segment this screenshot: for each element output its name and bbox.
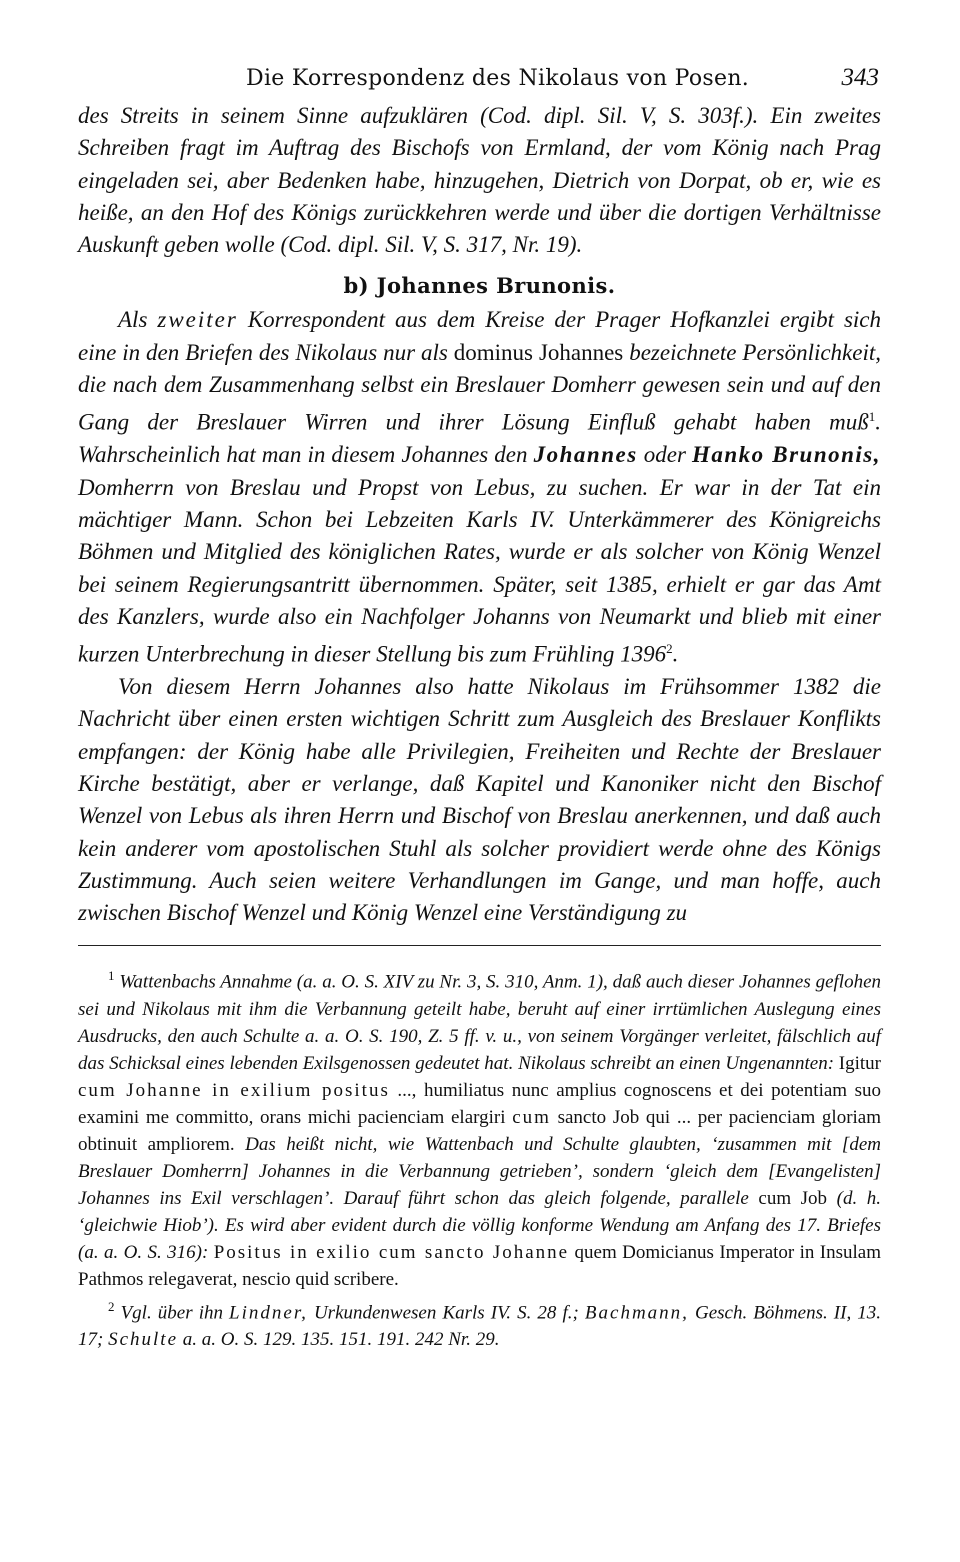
running-title: Die Korrespondenz des Nikolaus von Posen. (246, 66, 750, 91)
latin-quote: cum Job (758, 1187, 828, 1209)
latin-quote: ..., humiliatus nunc amplius cognoscens et dei potentiam suo examini me committo, orans michi pacienciam elargiri (78, 1079, 881, 1128)
text-run: (d. h. ‘gleichwie Hiob’). Es wird aber evident durch die völlig konforme Wendung am Anfang des 17. Briefes (a. a. O. S. 316): (78, 1187, 882, 1263)
text-run: a. a. O. S. 129. 135. 151. 191. 242 Nr. 29. (182, 1329, 500, 1351)
text-run: . (672, 641, 679, 667)
paragraph-johannes-intro (78, 304, 881, 671)
footnote-number: 2 (108, 1298, 115, 1314)
text-run: Als (118, 307, 148, 333)
latin-quote: sancto Job qui ... per pacienciam gloriam obtinuit ampliorem. (78, 1106, 882, 1155)
text-run: oder (643, 442, 686, 468)
text-run: Wattenbachs Annahme (a. a. O. S. XIV zu Nr. 3, S. 310, Anm. 1), daß auch dieser Johannes geflohen sei und Nikolaus mit ihm die Verbannung geteilt habe, beruht auf einer irrtümlichen Auslegung eines Ausdrucks, den auch Schulte a. a. O. S. 190, Z. 5 ff. v. u., von seinem Vorgänger verleitet, fälschlich auf das Schicksal eines lebenden Exilsgenossen gedeutet hat. Nikolaus schreibt an einen Ungenannten: (78, 971, 881, 1074)
footnote-1 (78, 962, 881, 1292)
text-run: Das heißt nicht, wie Wattenbach und Schulte glaubten, ‘zusammen mit [dem Breslauer Domherrn] Johannes in die Verbannung getrieben’, sondern ‘gleich dem [Evangelisten] Johannes ins Exil verschlagen’. Darauf führt schon das gleich folgende, parallele (78, 1133, 881, 1209)
emphasis-zweiter: zweiter (157, 307, 238, 333)
footnote-ref-2[interactable]: 2 (666, 641, 673, 657)
page-number: 343 (841, 64, 879, 91)
latin-quote: Igitur (838, 1052, 882, 1074)
paragraph-continuation: des Streits in seinem Sinne aufzuklären (Cod. dipl. Sil. V, S. 303f.). Ein zweites Schreiben fragt im Auftrag des Bischofs von Ermland, der vom König nach Prag eingeladen sei, aber Bedenken habe, hinzugehen, Dietrich von Dorpat, ob er, wie es heiße, an den Hof des Königs zurückkehren werde und über die dortigen Verhältnisse Auskunft geben wolle (Cod. dipl. Sil. V, S. 317, Nr. 19). (78, 103, 881, 258)
text-run: bezeichnete Persönlichkeit, die nach dem Zusammenhang selbst ein Breslauer Domherr gewesen sein und auf den Gang der Breslauer Wirren und ihrer Lösung Einfluß gehabt haben muß (78, 339, 882, 436)
text-run: Korrespondent aus dem Kreise der Prager Hofkanzlei ergibt sich eine in den Briefen des Nikolaus nur als (78, 307, 882, 365)
page (78, 56, 881, 1353)
latin-quote-spaced: Positus in exilio cum sancto Johanne (213, 1241, 570, 1263)
latin-quote-spaced: cum (512, 1106, 551, 1128)
text-run: Urkundenwesen Karls IV. S. 28 f.; (313, 1302, 579, 1324)
emphasis-hanko-brunonis: Hanko Brunonis, (691, 442, 881, 468)
paragraph-nachricht: Von diesem Herrn Johannes also hatte Nikolaus im Frühsommer 1382 die Nachricht über einen ersten wichtigen Schritt zum Ausgleich des Breslauer Konflikts empfangen: der König habe alle Privilegien, Freiheiten und Rechte der Breslauer Kirche bestätigt, aber er verlange, daß Kapitel und Kanoniker nicht den Bischof Wenzel von Lebus als ihren Herrn und Bischof von Breslau anerkennen, und daß auch kein anderer vom apostolischen Stuhl als solcher providiert werde ohne des Königs Zustimmung. Auch seien weitere Verhandlungen im Gange, und man hoffe, auch zwischen Bischof Wenzel und König Wenzel eine Verständigung zu (78, 674, 881, 926)
text-run: Vgl. über ihn (120, 1302, 223, 1324)
emphasis-johannes: Johannes (533, 442, 638, 468)
page-header (78, 56, 881, 96)
footnote-number: 1 (108, 968, 115, 984)
latin-quote-spaced: cum Johanne in exilium positus (78, 1079, 390, 1101)
text-run: . Wahrscheinlich hat man in diesem Johannes den (78, 410, 881, 468)
text-run: Domherrn von Breslau und Propst von Lebus, zu suchen. Er war in der Tat ein mächtiger Mann. Schon bei Lebzeiten Karls IV. Unterkämmerer des Königreichs Böhmen und Mitglied des königlichen Rates, wurde er als solcher von König Wenzel bei seinem Regierungsantritt übernommen. Später, seit 1385, erhielt er gar das Amt des Kanzlers, wurde also ein Nachfolger Johanns von Neumarkt und blieb mit einer kurzen Unterbrechung in dieser Stellung bis zum Frühling 1396 (78, 474, 881, 667)
author-schulte: Schulte (108, 1329, 179, 1351)
author-lindner: Lindner, (229, 1302, 308, 1324)
text-run: Gesch. Böhmens. II, 13. 17; (78, 1302, 882, 1351)
footnote-ref-1[interactable]: 1 (868, 409, 876, 425)
latin-dominus-johannes: dominus Johannes (453, 339, 624, 365)
latin-quote: quem Domicianus Imperator in Insulam Pathmos relegaverat, nescio quid scribere. (78, 1241, 882, 1290)
author-bachmann: Bachmann, (584, 1302, 689, 1324)
footnote-divider (78, 945, 881, 946)
section-heading: b) Johannes Brunonis. (343, 273, 616, 299)
footnote-2 (78, 1293, 881, 1353)
